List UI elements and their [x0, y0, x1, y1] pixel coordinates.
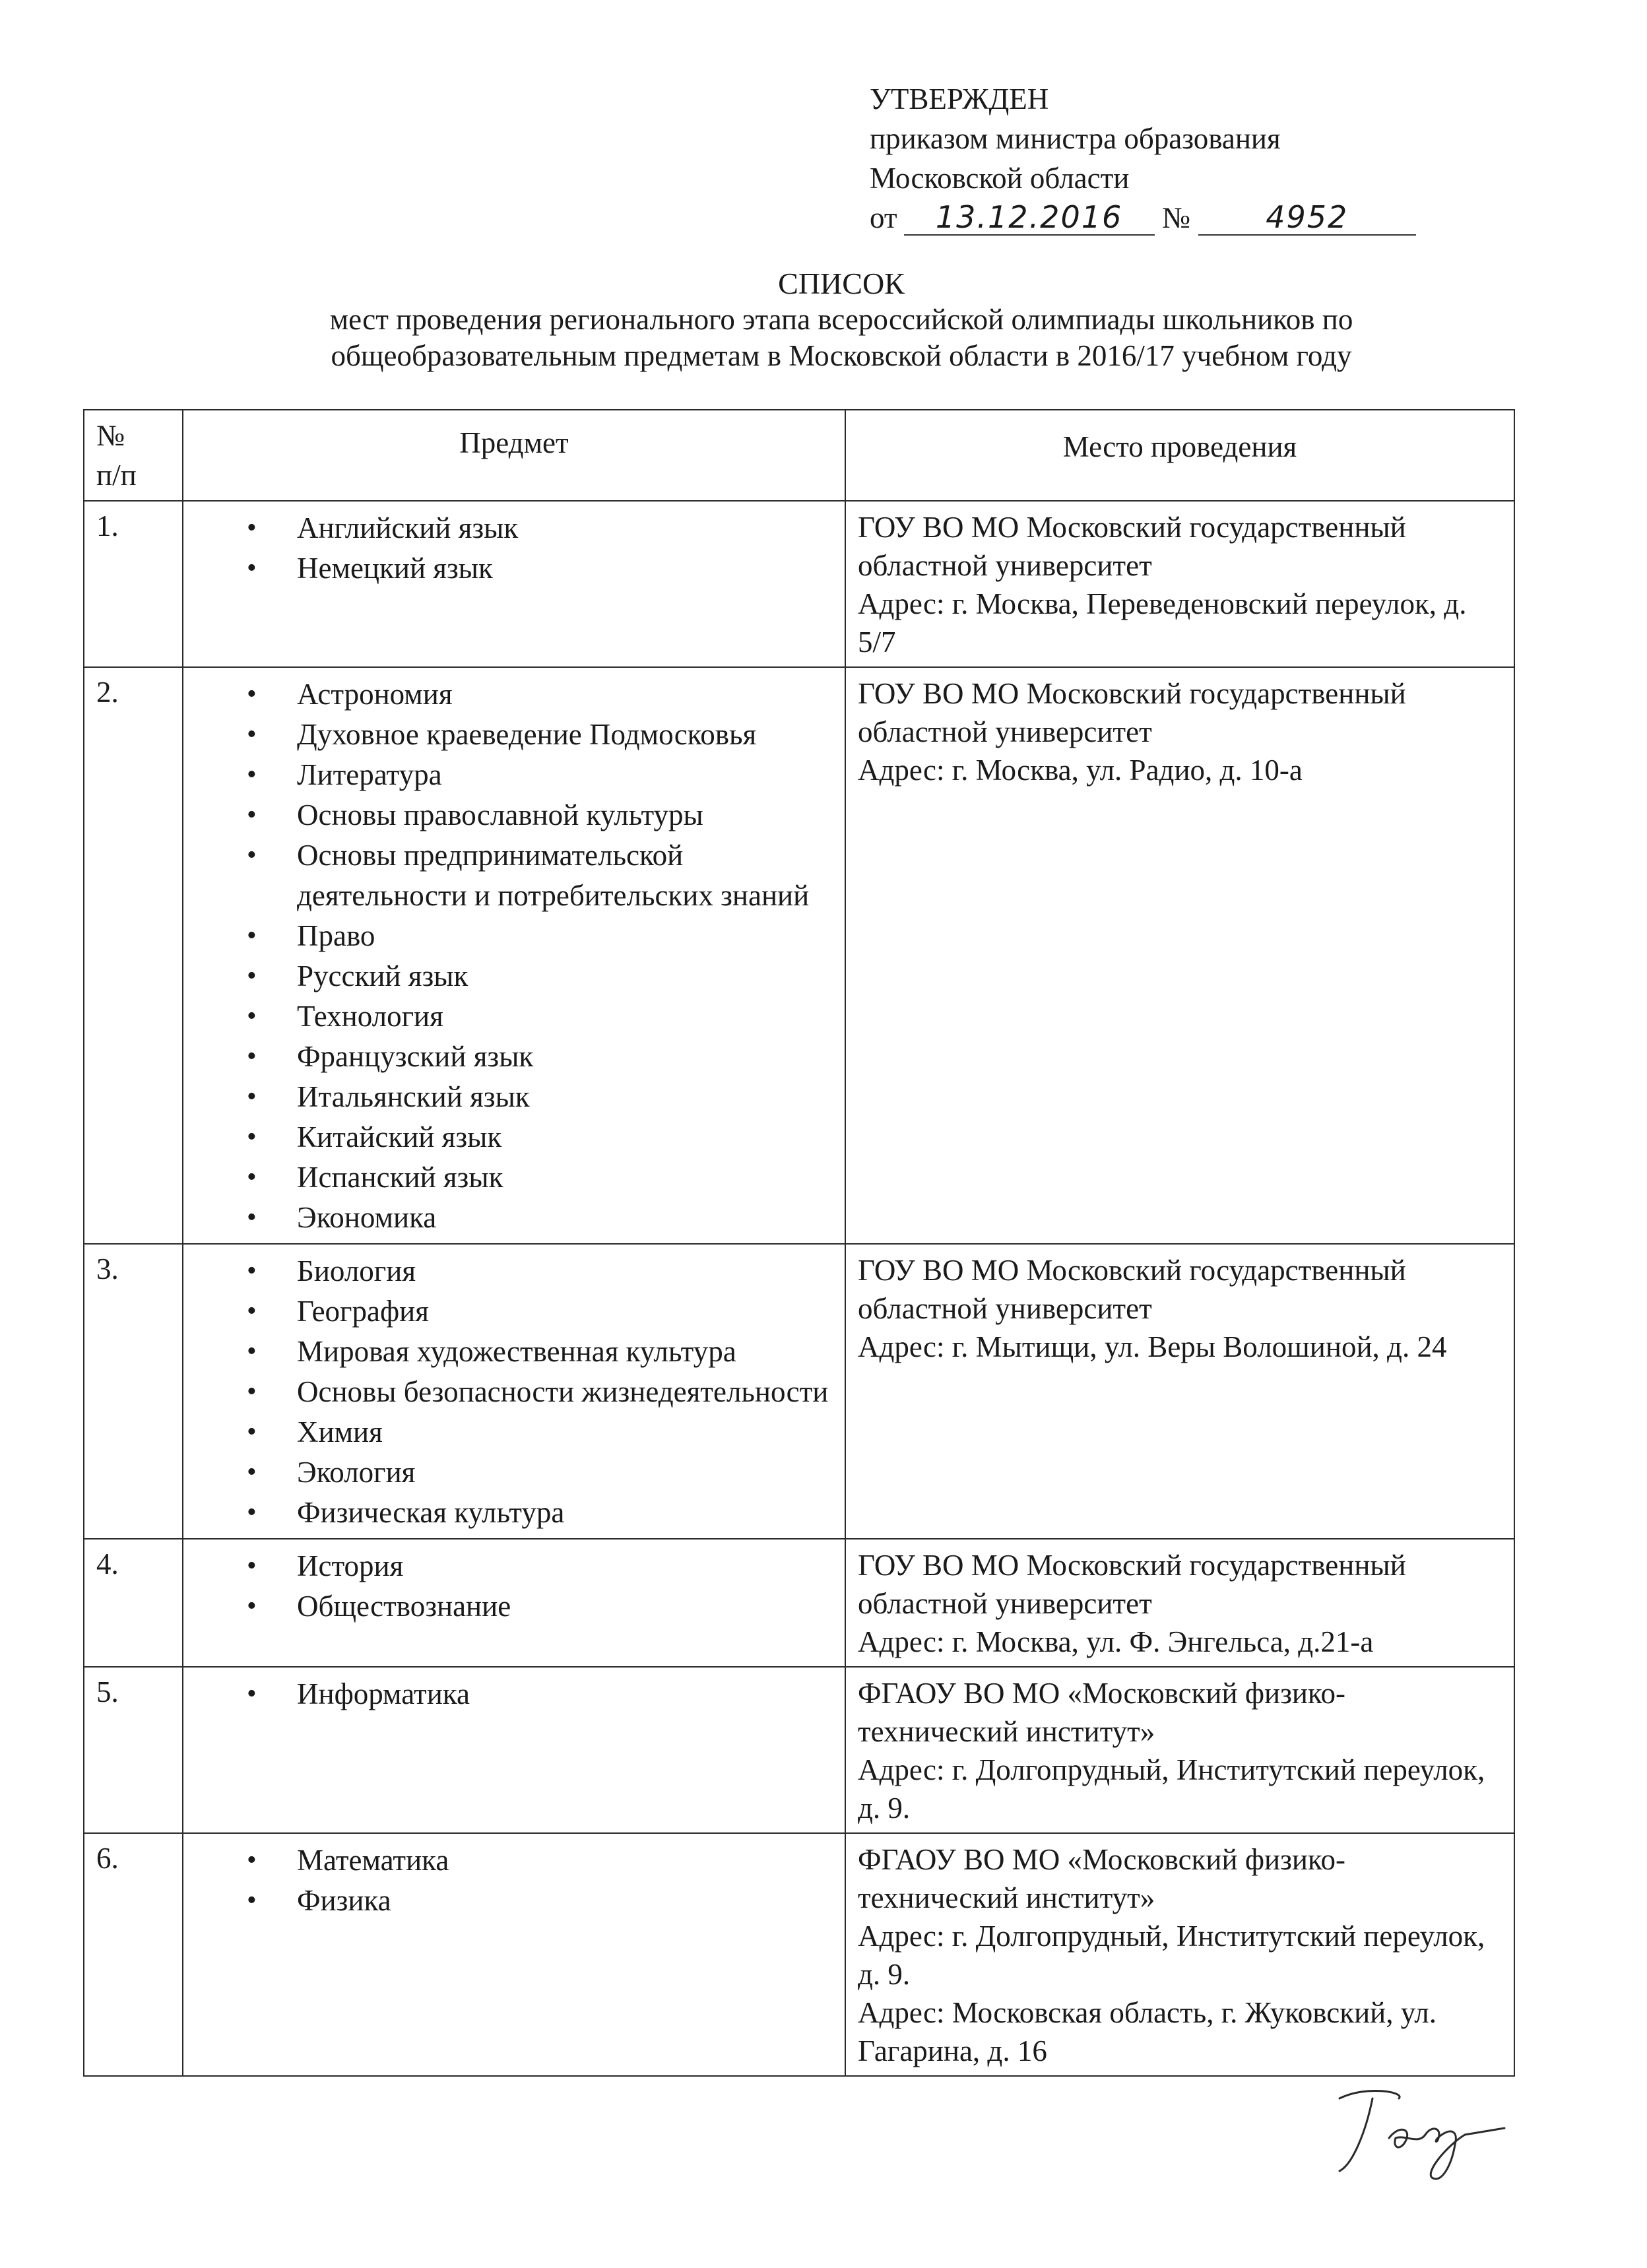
- header-subject: Предмет: [183, 410, 845, 501]
- list-item: [183, 1546, 845, 1586]
- table-row: [84, 501, 1514, 667]
- subject-name: Физика: [297, 1884, 391, 1917]
- table-header-row: [84, 410, 1514, 501]
- bullet-icon: •: [247, 513, 257, 543]
- subject-name: Информатика: [297, 1677, 470, 1710]
- list-item: [183, 1117, 845, 1157]
- subject-name: Химия: [297, 1415, 383, 1448]
- document-title-block: [198, 265, 1485, 374]
- list-item: [183, 1157, 845, 1198]
- bullet-icon: •: [247, 1336, 257, 1367]
- document-subtitle-line-1: мест проведения регионального этапа всероссийской олимпиады школьников по: [329, 303, 1353, 336]
- subject-name: Русский язык: [297, 959, 468, 992]
- table-row: [84, 1244, 1514, 1539]
- bullet-icon: •: [247, 1551, 257, 1581]
- list-item: [183, 1412, 845, 1452]
- signature-mark: [1326, 2072, 1524, 2191]
- bullet-icon: •: [247, 840, 257, 870]
- subject-name: Основы православной культуры: [297, 798, 703, 831]
- list-item: [183, 1332, 845, 1372]
- bullet-icon: •: [247, 760, 257, 790]
- venue-name: ФГАОУ ВО МО «Московский физико-технический институт»: [858, 1677, 1345, 1748]
- bullet-icon: •: [247, 1296, 257, 1326]
- bullet-icon: •: [247, 1497, 257, 1528]
- subject-list: [183, 1668, 845, 1714]
- place-cell: [845, 1667, 1514, 1833]
- venue-name: ФГАОУ ВО МО «Московский физико-технический институт»: [858, 1843, 1345, 1914]
- place-cell: [845, 1244, 1514, 1539]
- header-number-abbrev: п/п: [96, 459, 137, 492]
- approval-order-line: приказом министра образования: [870, 122, 1281, 155]
- bullet-icon: •: [247, 921, 257, 951]
- bullet-icon: •: [247, 1679, 257, 1709]
- venue-address: Адрес: г. Москва, Переведеновский переулок, д. 5/7: [858, 587, 1467, 659]
- list-item: [183, 1493, 845, 1533]
- place-cell: [845, 1539, 1514, 1667]
- header-number-sign: №: [96, 419, 125, 452]
- subject-name: Литература: [297, 758, 442, 791]
- list-item: [183, 1881, 845, 1921]
- subject-cell: [183, 1667, 845, 1833]
- subject-list: [183, 1539, 845, 1627]
- bullet-icon: •: [247, 1162, 257, 1192]
- subject-cell: [183, 1833, 845, 2076]
- row-number: 5.: [84, 1667, 183, 1833]
- venue-name: ГОУ ВО МО Московский государственный областной университет: [858, 1254, 1406, 1325]
- subject-name: Основы предпринимательской деятельности и потребительских знаний: [297, 839, 810, 912]
- row-number: 6.: [84, 1833, 183, 2076]
- list-item: [183, 508, 845, 548]
- list-item: [183, 956, 845, 996]
- list-item: [183, 1840, 845, 1881]
- list-item: [183, 996, 845, 1037]
- table-row: [84, 1667, 1514, 1833]
- approval-block: [870, 79, 1464, 238]
- bullet-icon: •: [247, 1845, 257, 1875]
- list-item: [183, 1586, 845, 1627]
- subject-cell: [183, 501, 845, 667]
- bullet-icon: •: [247, 1256, 257, 1286]
- subject-name: Право: [297, 919, 375, 952]
- venue-name: ГОУ ВО МО Московский государственный областной университет: [858, 1549, 1406, 1620]
- subject-name: Духовное краеведение Подмосковья: [297, 718, 757, 751]
- subject-name: История: [297, 1549, 404, 1582]
- row-number: 2.: [84, 667, 183, 1244]
- list-item: [183, 916, 845, 956]
- number-sign: №: [1161, 201, 1190, 234]
- order-date: 13.12.2016: [904, 200, 1155, 236]
- subject-name: Астрономия: [297, 678, 453, 711]
- venue-name: ГОУ ВО МО Московский государственный областной университет: [858, 677, 1406, 748]
- venue-address: Адрес: г. Долгопрудный, Институтский переулок, д. 9.: [858, 1920, 1485, 1991]
- subject-cell: [183, 667, 845, 1244]
- date-prefix: от: [870, 201, 897, 234]
- list-item: [183, 1077, 845, 1117]
- subject-name: Физическая культура: [297, 1496, 565, 1529]
- subject-cell: [183, 1539, 845, 1667]
- subject-name: Основы безопасности жизнедеятельности: [297, 1375, 829, 1408]
- approval-date-line: [870, 198, 1464, 238]
- place-cell: [845, 667, 1514, 1244]
- bullet-icon: •: [247, 553, 257, 583]
- list-item: [183, 755, 845, 795]
- subject-name: Китайский язык: [297, 1120, 502, 1153]
- subject-cell: [183, 1244, 845, 1539]
- subject-name: Экономика: [297, 1201, 437, 1234]
- place-cell: [845, 501, 1514, 667]
- document-subtitle-line-2: общеобразовательным предметам в Московской области в 2016/17 учебном году: [331, 339, 1352, 372]
- subject-name: Испанский язык: [297, 1161, 503, 1194]
- list-item: [183, 1037, 845, 1077]
- row-number: 4.: [84, 1539, 183, 1667]
- table-row: [84, 1833, 1514, 2076]
- venue-address: Адрес: г. Мытищи, ул. Веры Волошиной, д. 24: [858, 1330, 1447, 1363]
- bullet-icon: •: [247, 1417, 257, 1447]
- bullet-icon: •: [247, 719, 257, 750]
- list-item: [183, 715, 845, 755]
- bullet-icon: •: [247, 1457, 257, 1487]
- place-cell: [845, 1833, 1514, 2076]
- subject-name: Мировая художественная культура: [297, 1335, 736, 1368]
- subject-name: Технология: [297, 1000, 443, 1033]
- bullet-icon: •: [247, 800, 257, 830]
- order-number: 4952: [1198, 200, 1416, 236]
- header-number: [84, 410, 183, 501]
- list-item: [183, 835, 845, 916]
- bullet-icon: •: [247, 1202, 257, 1233]
- bullet-icon: •: [247, 1082, 257, 1112]
- list-item: [183, 795, 845, 835]
- subject-name: Биология: [297, 1254, 416, 1287]
- subject-name: Математика: [297, 1844, 449, 1877]
- subject-name: Французский язык: [297, 1040, 534, 1073]
- subject-list: [183, 668, 845, 1238]
- bullet-icon: •: [247, 679, 257, 709]
- bullet-icon: •: [247, 1122, 257, 1152]
- subject-list: [183, 1245, 845, 1533]
- row-number: 3.: [84, 1244, 183, 1539]
- header-place: Место проведения: [845, 410, 1514, 501]
- subject-name: Обществознание: [297, 1590, 511, 1623]
- list-item: [183, 1198, 845, 1238]
- list-item: [183, 548, 845, 589]
- list-item: [183, 1251, 845, 1291]
- venue-name: ГОУ ВО МО Московский государственный областной университет: [858, 511, 1406, 582]
- bullet-icon: •: [247, 1001, 257, 1031]
- venues-table: [83, 409, 1515, 2077]
- table-row: [84, 1539, 1514, 1667]
- table-body: [84, 501, 1514, 2076]
- list-item: [183, 1452, 845, 1493]
- subject-list: [183, 1834, 845, 1921]
- subject-name: География: [297, 1295, 429, 1328]
- row-number: 1.: [84, 501, 183, 667]
- subject-list: [183, 502, 845, 589]
- venue-address: Адрес: г. Москва, ул. Радио, д. 10-а: [858, 754, 1303, 787]
- bullet-icon: •: [247, 1885, 257, 1916]
- subject-name: Немецкий язык: [297, 552, 493, 585]
- list-item: [183, 1674, 845, 1714]
- list-item: [183, 1372, 845, 1412]
- bullet-icon: •: [247, 961, 257, 991]
- bullet-icon: •: [247, 1041, 257, 1072]
- list-item: [183, 1291, 845, 1332]
- venue-address: Адрес: г. Долгопрудный, Институтский переулок, д. 9.: [858, 1753, 1485, 1825]
- subject-name: Итальянский язык: [297, 1080, 530, 1113]
- subject-name: Экология: [297, 1456, 416, 1489]
- document-title: СПИСОК: [778, 267, 905, 300]
- subject-name: Английский язык: [297, 511, 519, 544]
- venue-address: Адрес: Московская область, г. Жуковский, ул. Гагарина, д. 16: [858, 1996, 1437, 2067]
- list-item: [183, 674, 845, 715]
- venue-address: Адрес: г. Москва, ул. Ф. Энгельса, д.21-а: [858, 1625, 1374, 1658]
- bullet-icon: •: [247, 1377, 257, 1407]
- table-row: [84, 667, 1514, 1244]
- bullet-icon: •: [247, 1591, 257, 1621]
- approval-region-line: Московской области: [870, 162, 1130, 195]
- approved-label: УТВЕРЖДЕН: [870, 82, 1049, 115]
